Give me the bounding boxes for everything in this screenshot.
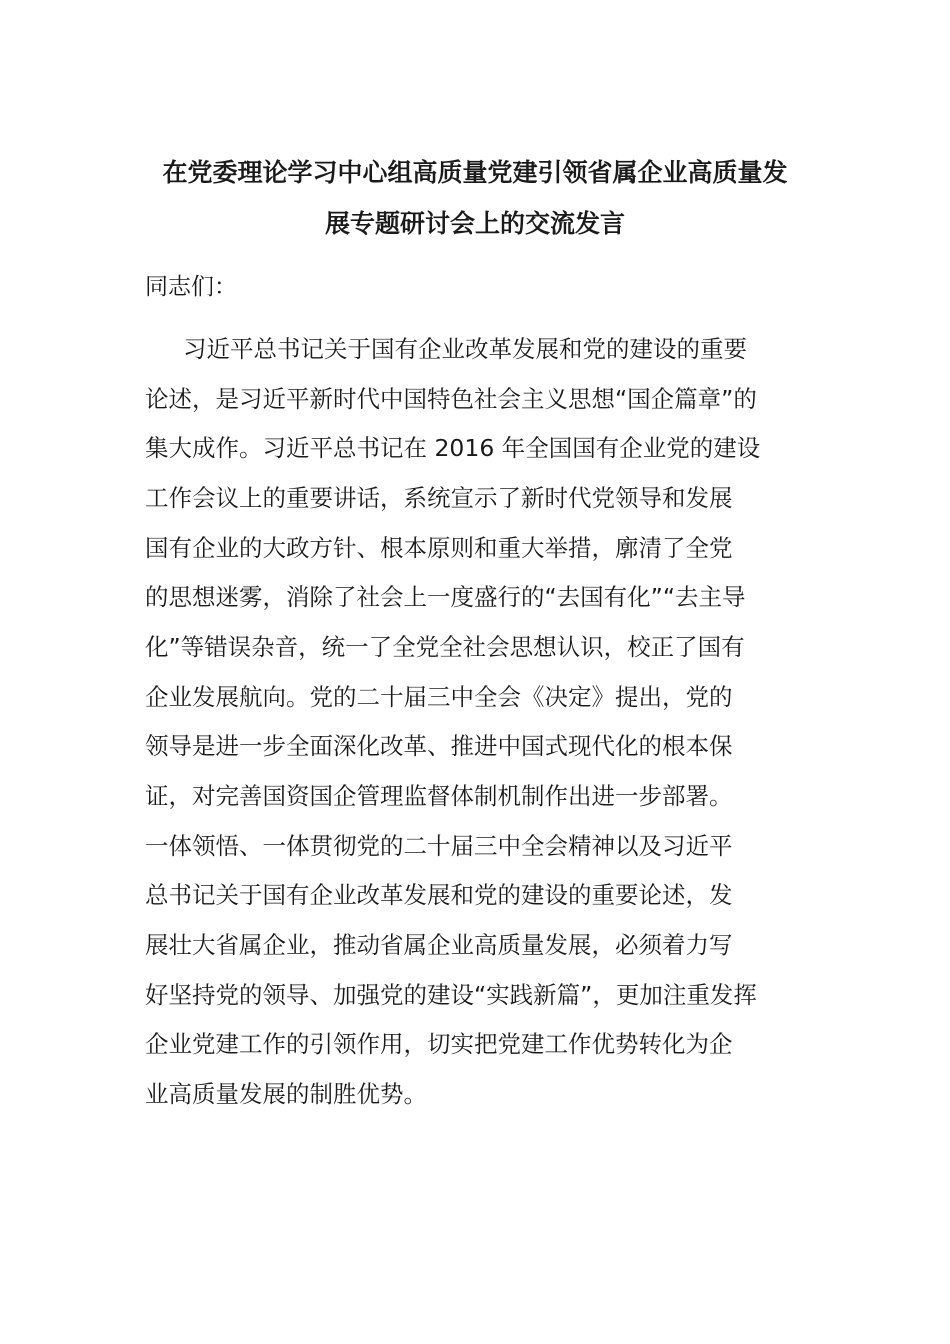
paragraph-line: 习近平总书记关于国有企业改革发展和党的建设的重要 [183, 335, 747, 363]
paragraph-line: 好坚持党的领导、加强党的建设“实践新篇”，更加注重发挥 [145, 981, 757, 1009]
paragraph-line: 领导是进一步全面深化改革、推进中国式现代化的根本保 [145, 732, 733, 760]
document-title-line-2: 展专题研讨会上的交流发言 [324, 209, 625, 238]
document-title-line-1: 在党委理论学习中心组高质量党建引领省属企业高质量发 [162, 158, 788, 187]
paragraph-line: 企业发展航向。党的二十届三中全会《决定》提出，党的 [145, 683, 733, 711]
paragraph-line: 证，对完善国资国企管理监督体制机制作出进一步部署。 [145, 782, 733, 810]
paragraph-line: 论述，是习近平新时代中国特色社会主义思想“国企篇章”的 [145, 385, 757, 413]
paragraph-line: 集大成作。习近平总书记在 2016 年全国国有企业党的建设 [145, 434, 761, 462]
paragraph-line: 展壮大省属企业，推动省属企业高质量发展，必须着力写 [145, 931, 733, 959]
paragraph-line: 的思想迷雾，消除了社会上一度盛行的“去国有化”“去主导 [145, 583, 746, 611]
paragraph-line: 企业党建工作的引领作用，切实把党建工作优势转化为企 [145, 1030, 733, 1058]
salutation: 同志们： [145, 274, 237, 300]
paragraph-line: 工作会议上的重要讲话，系统宣示了新时代党领导和发展 [145, 484, 733, 512]
paragraph-line: 业高质量发展的制胜优势。 [145, 1080, 427, 1108]
paragraph-line: 国有企业的大政方针、根本原则和重大举措，廓清了全党 [145, 534, 733, 562]
paragraph-line: 化”等错误杂音，统一了全党全社会思想认识，校正了国有 [145, 633, 745, 661]
paragraph-line: 一体领悟、一体贯彻党的二十届三中全会精神以及习近平 [145, 832, 733, 860]
paragraph-line: 总书记关于国有企业改革发展和党的建设的重要论述，发 [145, 881, 733, 909]
